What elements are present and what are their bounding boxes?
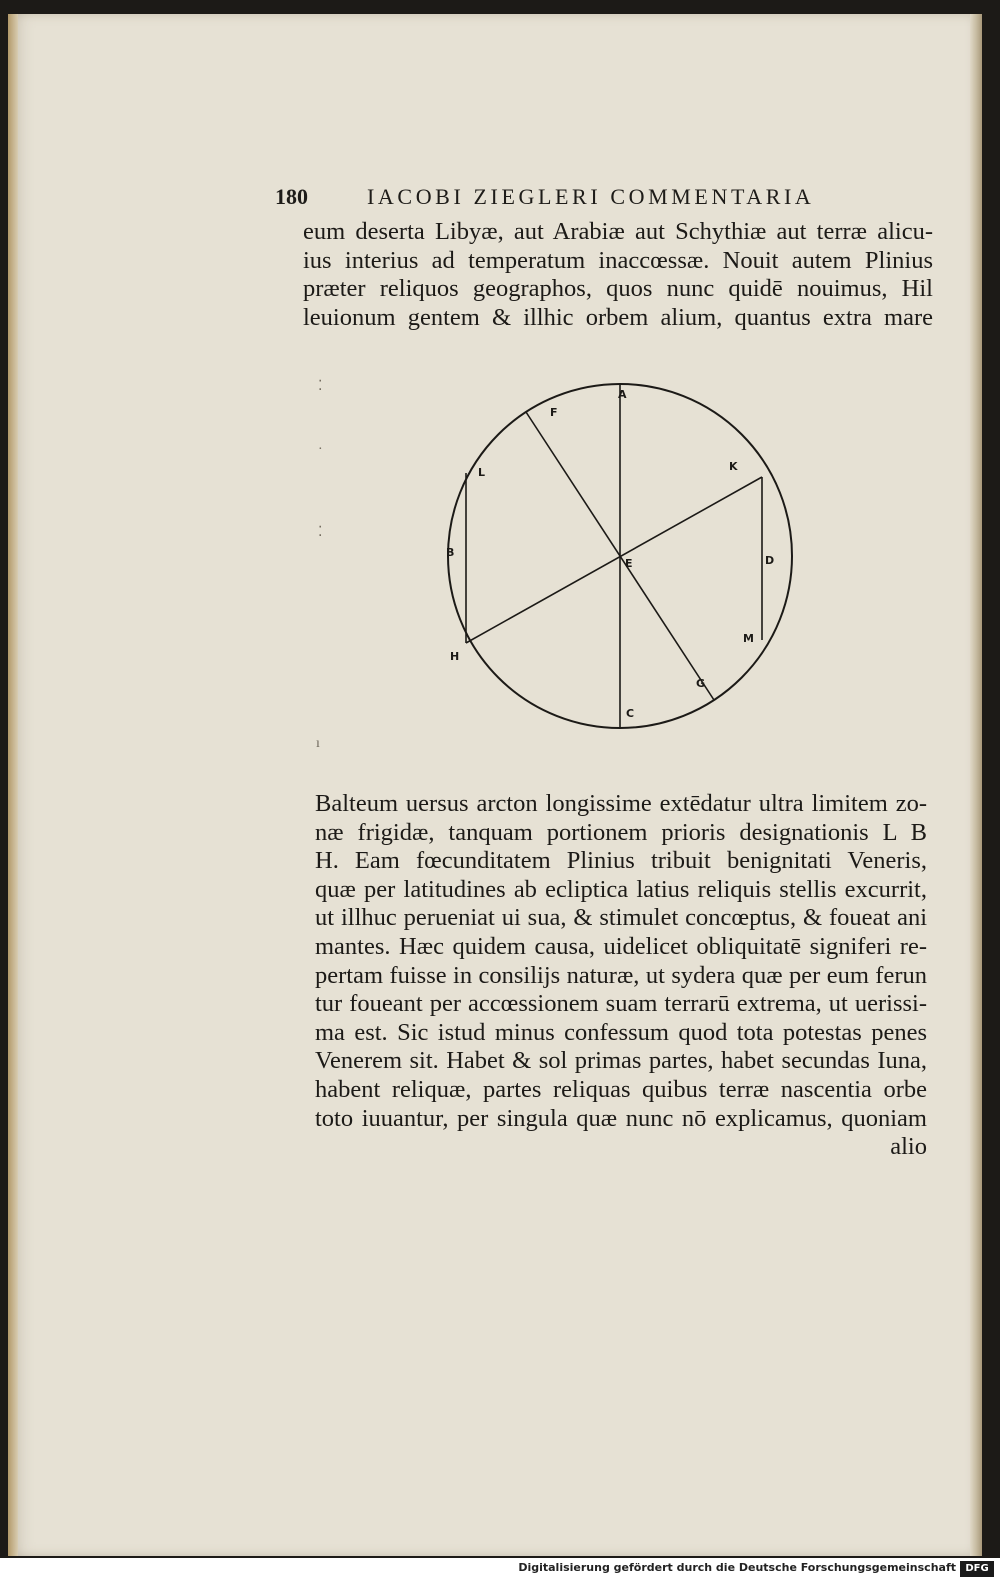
text-line: eum deserta Libyæ, aut Arabiæ aut Schythiæ aut terræ alicu- bbox=[303, 218, 933, 245]
dfg-logo: DFG bbox=[960, 1561, 994, 1577]
text-line: quæ per latitudines ab ecliptica latius reliquis stellis excurrit, bbox=[315, 875, 927, 903]
line-KH bbox=[466, 477, 762, 643]
label-L: L bbox=[478, 466, 486, 479]
text-line: leuionum gentem & illhic orbem alium, quantus extra mare bbox=[303, 303, 933, 331]
margin-mark: ı bbox=[316, 736, 320, 751]
label-H: H bbox=[450, 650, 460, 663]
label-B: B bbox=[446, 546, 455, 559]
margin-mark: · bbox=[318, 442, 323, 457]
text-line: pertam fuisse in consilijs naturæ, ut sydera quæ per eum ferun bbox=[315, 961, 927, 989]
text-line: ma est. Sic istud minus confessum quod tota potestas penes bbox=[315, 1018, 927, 1046]
running-head-title: IACOBI ZIEGLERI COMMENTARIA bbox=[367, 184, 815, 209]
label-D: D bbox=[765, 554, 775, 567]
text-line: ut illhuc perueniat ui sua, & stimulet concœptus, & foueat ani bbox=[315, 904, 927, 932]
label-K: K bbox=[729, 460, 738, 473]
geometric-diagram bbox=[430, 380, 800, 730]
margin-mark: ⁚ bbox=[318, 525, 323, 540]
running-header bbox=[275, 184, 895, 214]
text-line: toto iuuantur, per singula quæ nunc nō explicamus, quoniam bbox=[315, 1104, 927, 1132]
text-line: H. Eam fœcunditatem Plinius tribuit benignitati Veneris, bbox=[315, 847, 927, 875]
digitization-footer bbox=[0, 1558, 1000, 1581]
label-F: F bbox=[550, 406, 558, 419]
text-line: næ frigidæ, tanquam portionem prioris designationis L B bbox=[315, 818, 927, 846]
margin-mark: ⁚ bbox=[318, 379, 323, 394]
text-line: mantes. Hæc quidem causa, uidelicet obliquitatē signiferi re- bbox=[315, 932, 927, 960]
label-A: A bbox=[618, 388, 627, 401]
funding-credit: Digitalisierung gefördert durch die Deutsche Forschungsgemeinschaft bbox=[518, 1561, 956, 1574]
text-line: Balteum uersus arcton longissime extēdatur ultra limitem zo- bbox=[315, 790, 927, 817]
label-E: E bbox=[625, 557, 633, 570]
text-line: ius interius ad temperatum inaccœssæ. Nouit autem Plinius bbox=[303, 246, 933, 274]
label-M: M bbox=[743, 632, 754, 645]
diagram-svg bbox=[430, 380, 800, 730]
label-G: G bbox=[696, 677, 706, 690]
text-line: tur foueant per accœssionem suam terrarū extrema, ut uerissi- bbox=[315, 990, 927, 1018]
text-block-top bbox=[303, 218, 933, 332]
catchword: alio bbox=[890, 1133, 927, 1161]
text-line: Venerem sit. Habet & sol primas partes, habet secundas Iuna, bbox=[315, 1047, 927, 1075]
text-line: præter reliquos geographos, quos nunc quidē nouimus, Hil bbox=[303, 275, 933, 303]
text-line: habent reliquæ, partes reliquas quibus terræ nascentia orbe bbox=[315, 1075, 927, 1103]
label-C: C bbox=[626, 707, 635, 720]
page-number: 180 bbox=[275, 184, 308, 209]
text-block-bottom bbox=[315, 790, 927, 1162]
